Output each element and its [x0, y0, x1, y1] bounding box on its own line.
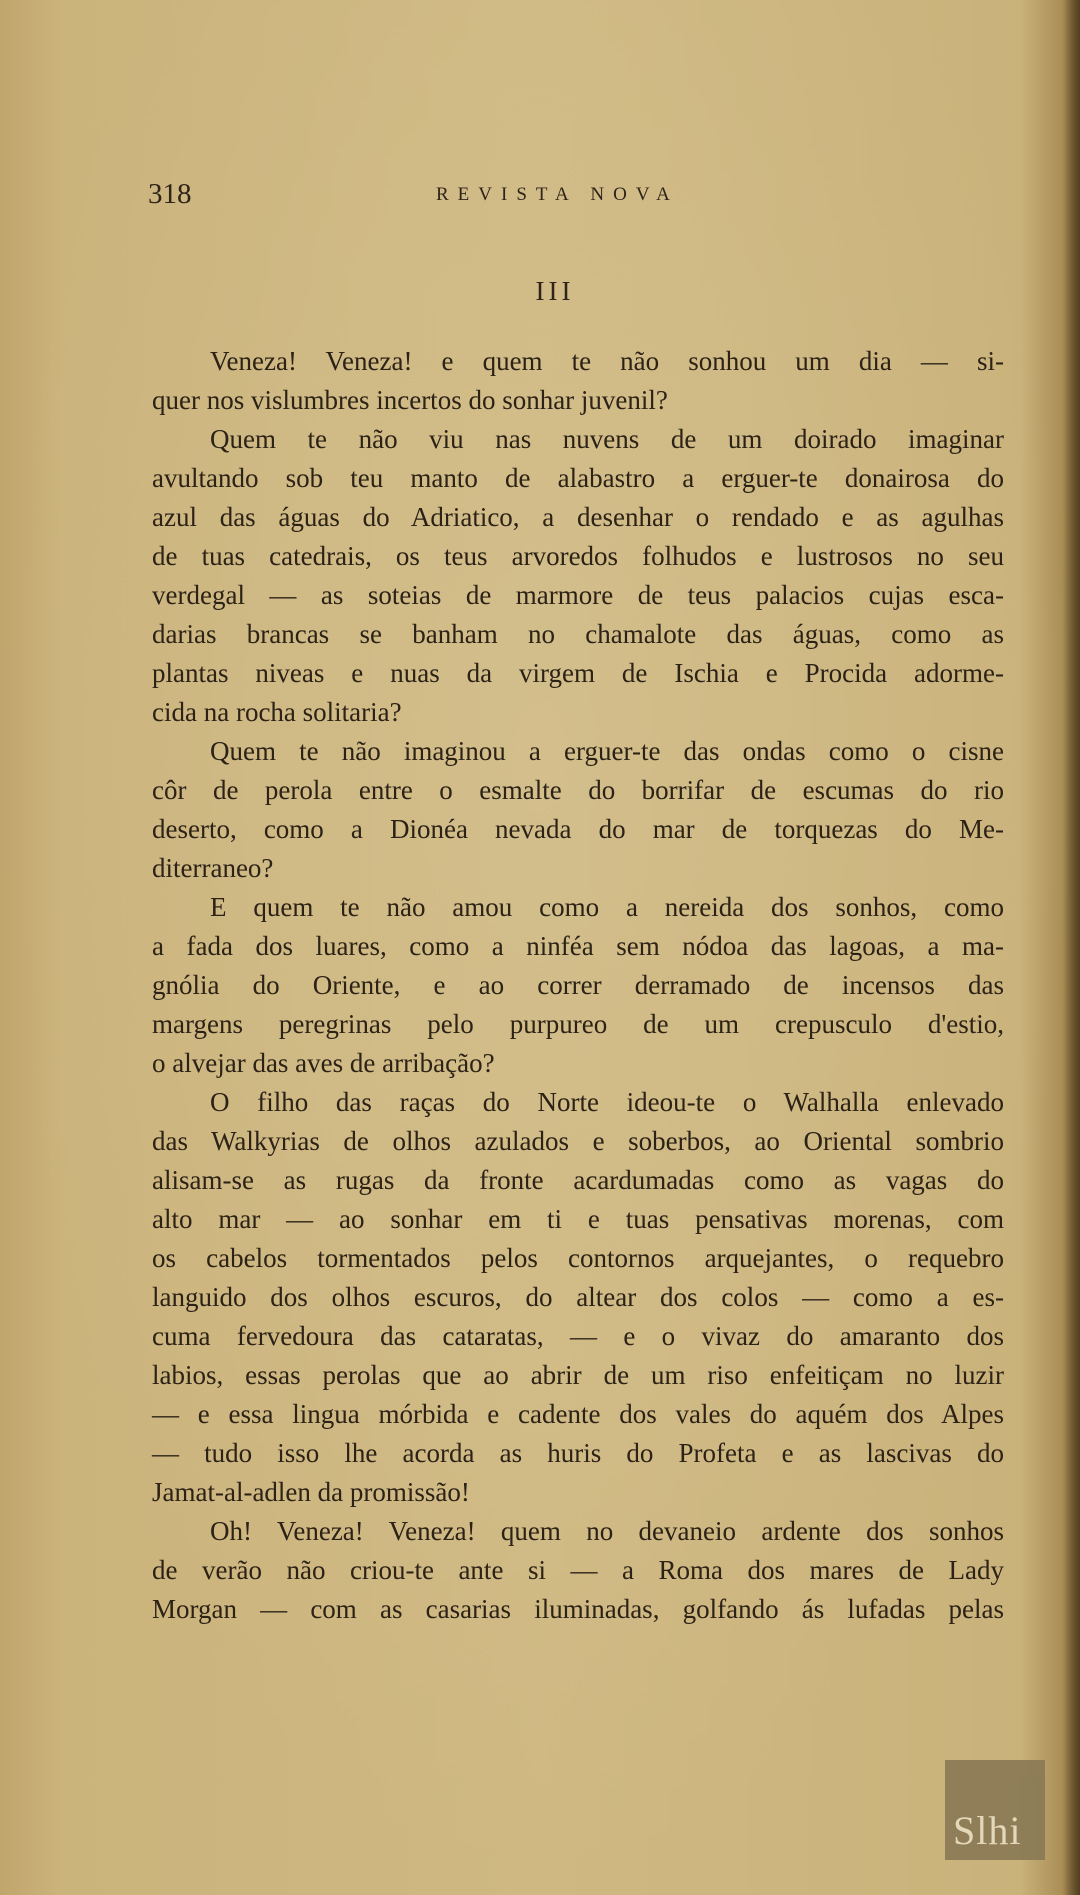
text-line: Morgan — com as casarias iluminadas, golfando ás lufadas pelas — [152, 1594, 1004, 1624]
text-line: de verão não criou-te ante si — a Roma dos mares de Lady — [152, 1555, 1004, 1585]
text-line: o alvejar das aves de arribação? — [152, 1048, 495, 1078]
library-logo-text: Slhi — [953, 1808, 1022, 1853]
text-line: — tudo isso lhe acorda as huris do Profeta e as lascivas do — [152, 1438, 1004, 1468]
text-line: avultando sob teu manto de alabastro a erguer-te donairosa do — [152, 463, 1004, 493]
text-line: E quem te não amou como a nereida dos sonhos, como — [210, 892, 1004, 922]
body-text — [152, 342, 1004, 1629]
text-line: Quem te não viu nas nuvens de um doirado imaginar — [210, 424, 1004, 454]
text-line: plantas niveas e nuas da virgem de Ischia e Procida adorme- — [152, 658, 1004, 688]
text-line: Veneza! Veneza! e quem te não sonhou um dia — si- — [210, 346, 1004, 376]
text-line: gnólia do Oriente, e ao correr derramado de incensos das — [152, 970, 1004, 1000]
text-line: de tuas catedrais, os teus arvoredos folhudos e lustrosos no seu — [152, 541, 1004, 571]
text-line: Jamat-al-adlen da promissão! — [152, 1477, 470, 1507]
text-line: O filho das raças do Norte ideou-te o Walhalla enlevado — [210, 1087, 1004, 1117]
text-line: azul das águas do Adriatico, a desenhar o rendado e as agulhas — [152, 502, 1004, 532]
text-line: Quem te não imaginou a erguer-te das ondas como o cisne — [210, 736, 1004, 766]
text-line: languido dos olhos escuros, do altear dos colos — como a es- — [152, 1282, 1004, 1312]
text-line: quer nos vislumbres incertos do sonhar juvenil? — [152, 385, 668, 415]
library-logo — [945, 1760, 1045, 1860]
text-line: das Walkyrias de olhos azulados e soberbos, ao Oriental sombrio — [152, 1126, 1004, 1156]
text-line: alisam-se as rugas da fronte acardumadas como as vagas do — [152, 1165, 1004, 1195]
text-line: diterraneo? — [152, 853, 274, 883]
text-line: côr de perola entre o esmalte do borrifar de escumas do rio — [152, 775, 1004, 805]
page-number: 318 — [148, 178, 192, 210]
text-line: darias brancas se banham no chamalote das águas, como as — [152, 619, 1004, 649]
text-line: a fada dos luares, como a ninféa sem nódoa das lagoas, a ma- — [152, 931, 1004, 961]
text-line: — e essa lingua mórbida e cadente dos vales do aquém dos Alpes — [152, 1399, 1004, 1429]
text-line: labios, essas perolas que ao abrir de um riso enfeitiçam no luzir — [152, 1360, 1004, 1390]
text-line: margens peregrinas pelo purpureo de um crepusculo d'estio, — [152, 1009, 1004, 1039]
text-line: os cabelos tormentados pelos contornos arquejantes, o requebro — [152, 1243, 1004, 1273]
text-line: cida na rocha solitaria? — [152, 697, 402, 727]
text-line: cuma fervedoura das cataratas, — e o vivaz do amaranto dos — [152, 1321, 1004, 1351]
text-line: verdegal — as soteias de marmore de teus palacios cujas esca- — [152, 580, 1004, 610]
journal-title: REVISTA NOVA — [436, 184, 679, 205]
text-line: alto mar — ao sonhar em ti e tuas pensativas morenas, com — [152, 1204, 1004, 1234]
section-heading: III — [535, 276, 575, 306]
text-line: deserto, como a Dionéa nevada do mar de torquezas do Me- — [152, 814, 1004, 844]
text-line: Oh! Veneza! Veneza! quem no devaneio ardente dos sonhos — [210, 1516, 1004, 1546]
